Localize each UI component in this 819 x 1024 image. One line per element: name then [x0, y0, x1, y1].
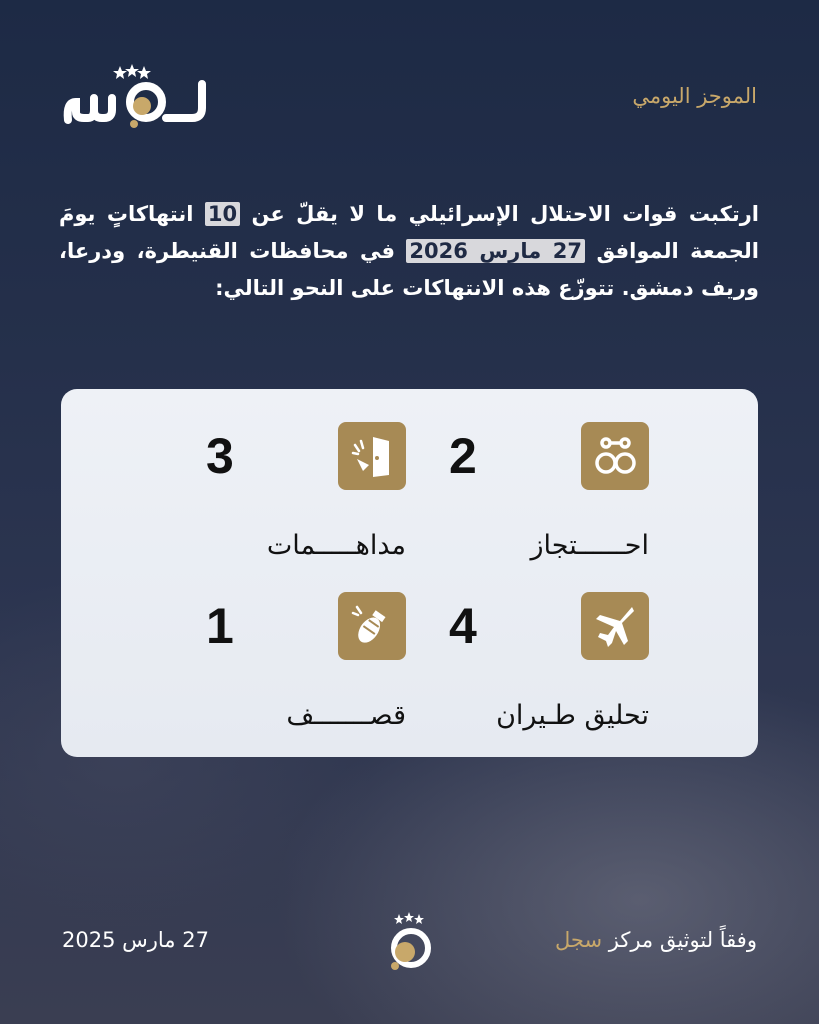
- intro-text-part3: في محافظات القنيطرة، ودرعا، وريف دمشق. تتوزّع هذه الانتهاكات على النحو التالي:: [59, 239, 759, 300]
- stat-shelling: [206, 592, 406, 732]
- handcuffs-icon: [581, 422, 649, 490]
- stat-value: 1: [206, 598, 234, 654]
- stat-label: احــــــتجاز: [530, 530, 649, 561]
- footer-logo: [383, 912, 437, 972]
- bomb-icon: [338, 592, 406, 660]
- brand-logo: [62, 62, 212, 132]
- stat-label: تحليق طـيران: [496, 700, 649, 731]
- date-highlight: 27 مارس 2026: [406, 239, 585, 263]
- credit-prefix: وفقاً لتوثيق مركز: [602, 928, 757, 952]
- stat-label: قصـــــــف: [286, 700, 406, 731]
- footer-date: 27 مارس 2025: [62, 928, 209, 952]
- violation-count-highlight: 10: [205, 202, 240, 226]
- door-raid-icon: [338, 422, 406, 490]
- fighter-jet-icon: [581, 592, 649, 660]
- stat-flights: [449, 592, 649, 732]
- stat-raids: [206, 422, 406, 562]
- stat-label: مداهـــــمات: [266, 530, 406, 561]
- credit-brand: سجل: [555, 928, 603, 952]
- stats-card: [61, 389, 758, 757]
- stat-value: 4: [449, 598, 477, 654]
- intro-paragraph: [59, 196, 759, 307]
- stat-detention: [449, 422, 649, 562]
- intro-text-part1: ارتكبت قوات الاحتلال الإسرائيلي ما لا يقلّ عن: [240, 202, 760, 226]
- footer-credit: [555, 928, 757, 952]
- stat-value: 3: [206, 428, 234, 484]
- intro-text-part2: انتهاكاتٍ يومَ الجمعة الموافق: [59, 202, 759, 263]
- stat-value: 2: [449, 428, 477, 484]
- daily-brief-label: الموجز اليومي: [632, 84, 757, 108]
